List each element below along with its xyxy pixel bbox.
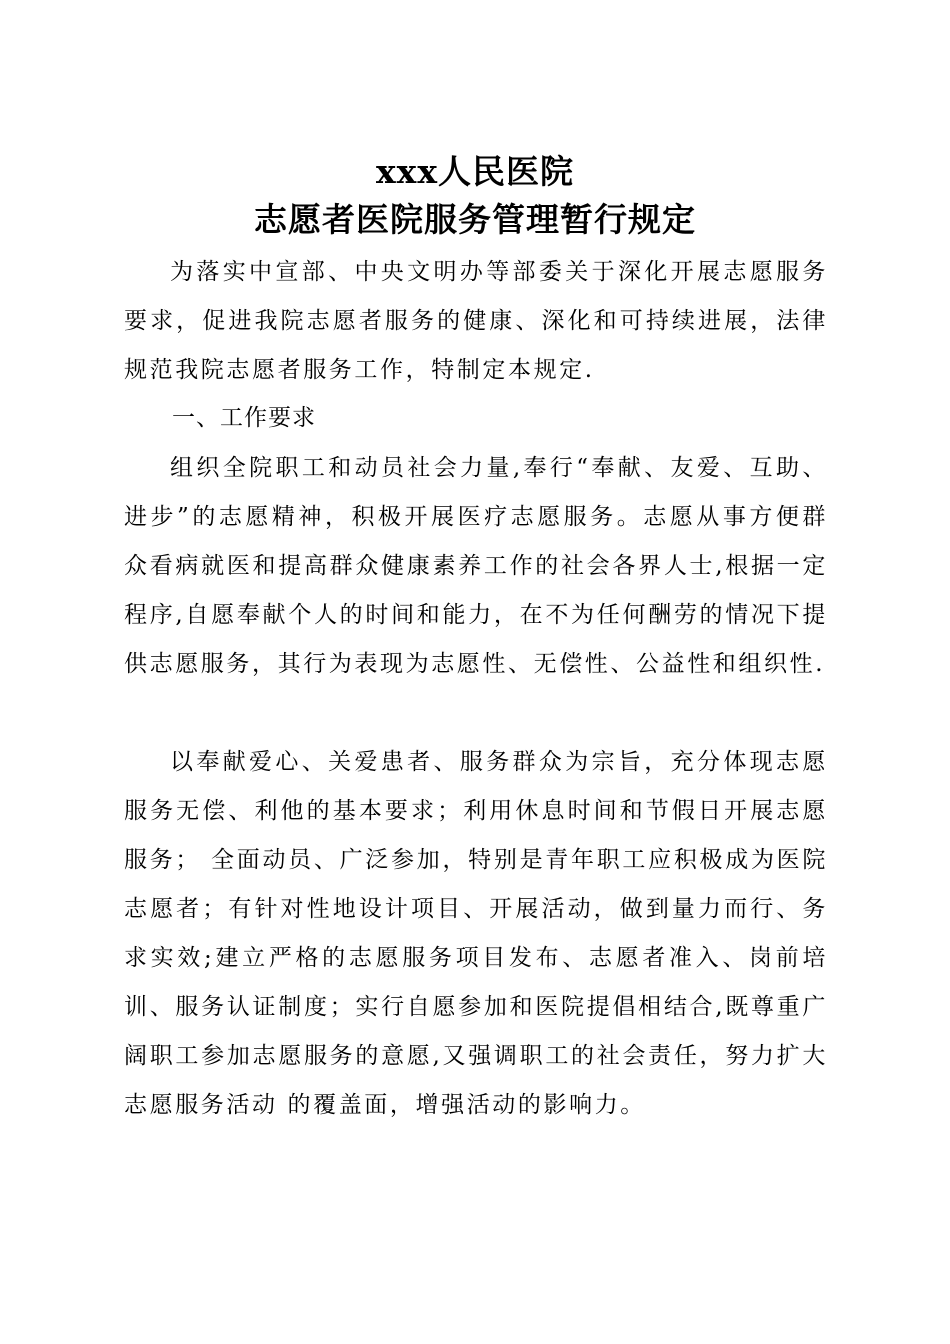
intro-paragraph: 为落实中宣部、中央文明办等部委关于深化开展志愿服务要求，促进我院志愿者服务的健康、深化和可持续进展，法律规范我院志愿者服务工作，特制定本规定. — [124, 259, 828, 383]
body-paragraph-principles: 以奉献爱心、关爱患者、服务群众为宗旨，充分体现志愿服务无偿、利他的基本要求；利用休息时间和节假日开展志愿服务； 全面动员、广泛参加，特别是青年职工应积极成为医院志愿者；有针对性地设计项目、开展活动，做到量力而行、务求实效;建立严格的志愿服务项目发布、志愿者准入、岗前培训、服务认证制度；实行自愿参加和医院提倡相结合,既尊重广阔职工参加志愿服务的意愿,又强调职工的社会责任，努力扩大志愿服务活动 的覆盖面，增强活动的影响力。 — [124, 749, 828, 1118]
section-heading-work-requirements: 一、工作要求 — [172, 405, 316, 431]
document-title-hospital: xxx人民医院 — [375, 152, 575, 191]
document-title-regulation: 志愿者医院服务管理暂行规定 — [254, 200, 696, 239]
body-paragraph-volunteer-definition: 组织全院职工和动员社会力量,奉行“奉献、友爱、互助、进步”的志愿精神，积极开展医疗志愿服务。志愿从事方便群众看病就医和提高群众健康素养工作的社会各界人士,根据一定程序,自愿奉献个人的时间和能力，在不为任何酬劳的情况下提供志愿服务，其行为表现为志愿性、无偿性、公益性和组织性. — [124, 455, 828, 677]
